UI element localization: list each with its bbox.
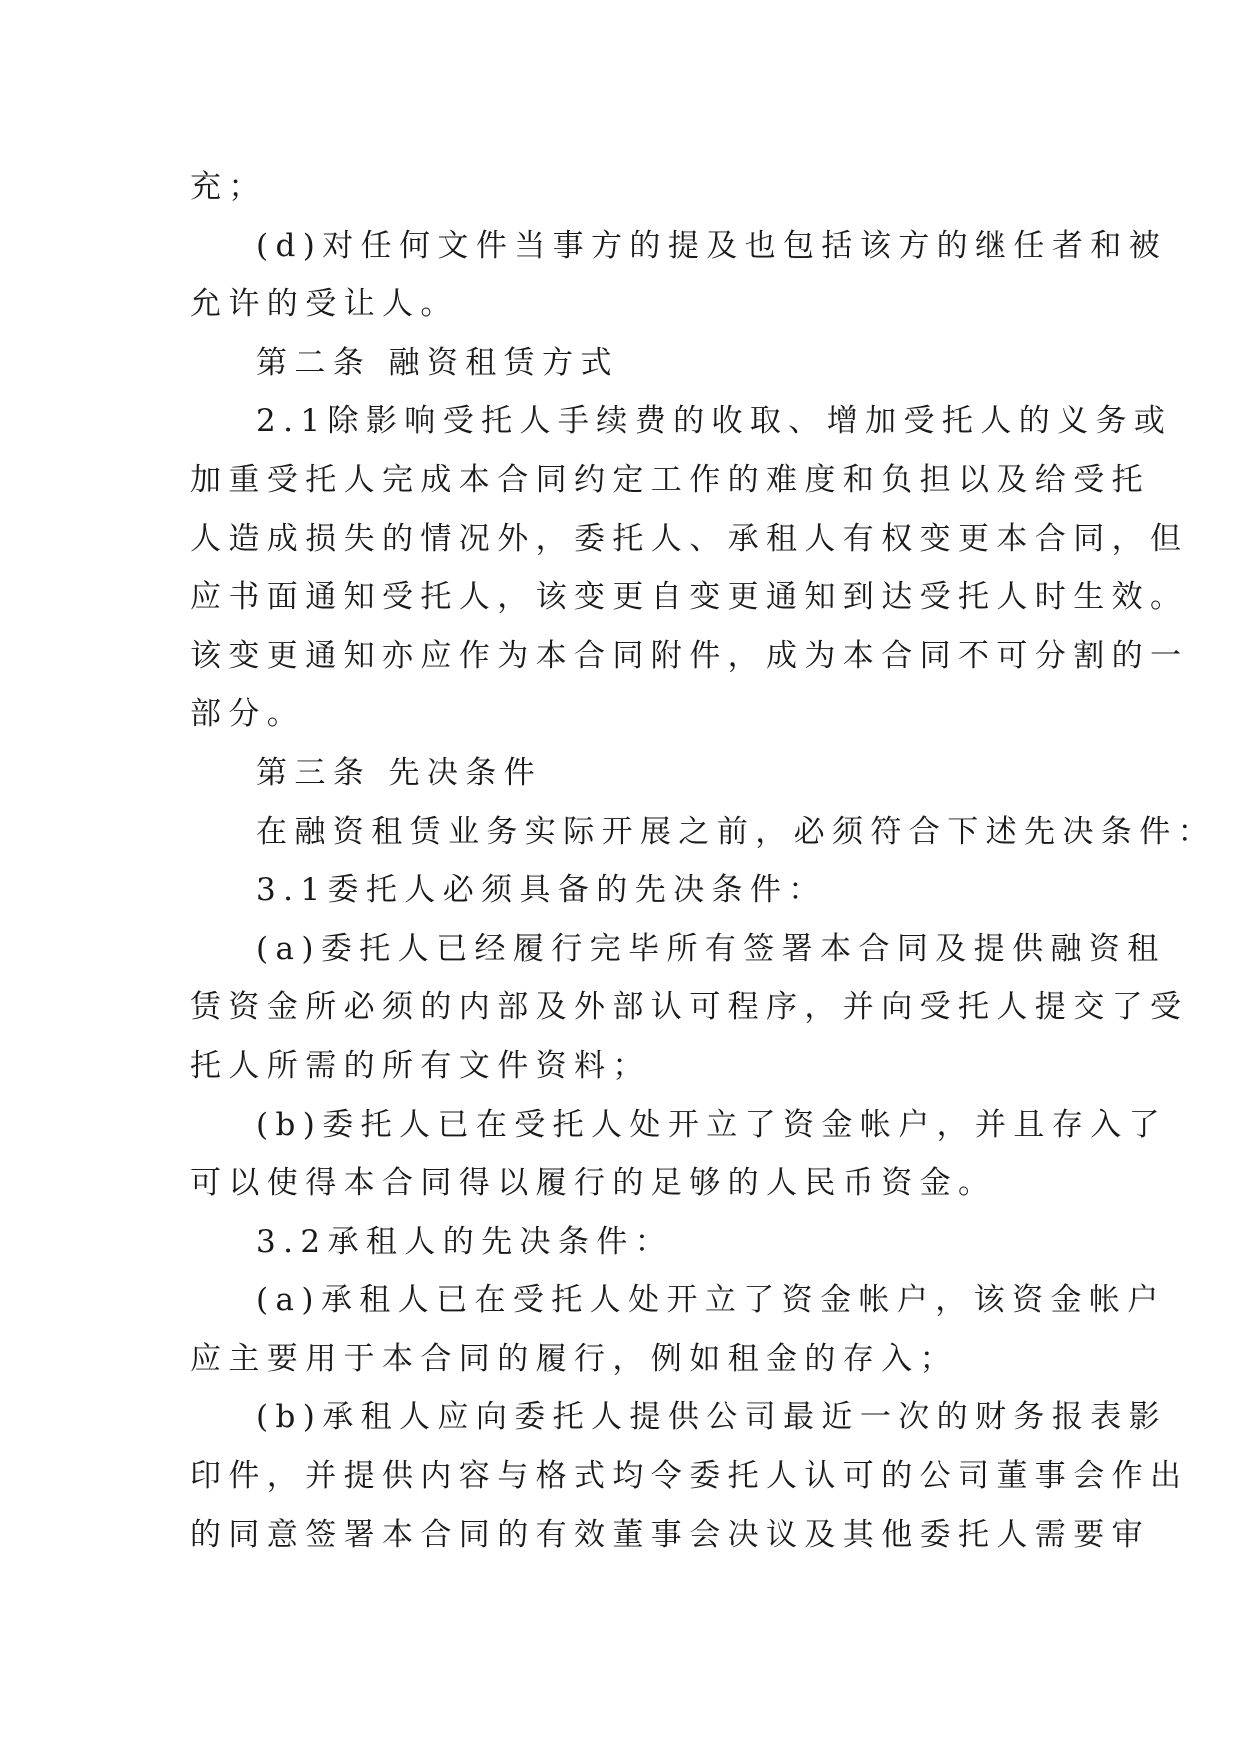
text-line: 托人所需的所有文件资料； [190,1047,651,1084]
text-line: 应书面通知受托人，该变更自变更通知到达受托人时生效。 [190,579,1189,616]
section-heading: 第三条 先决条件 [256,754,543,791]
text-line: (d)对任何文件当事方的提及也包括该方的继任者和被 [256,227,1168,264]
text-line: (a)委托人已经履行完毕所有签署本合同及提供融资租 [256,930,1166,967]
text-line: 2.1除影响受托人手续费的收取、增加受托人的义务或 [256,403,1173,440]
text-line: 印件，并提供内容与格式均令委托人认可的公司董事会作出 [190,1458,1189,1495]
text-line: 的同意签署本合同的有效董事会决议及其他委托人需要审 [190,1516,1150,1553]
text-line: 加重受托人完成本合同约定工作的难度和负担以及给受托 [190,461,1150,498]
text-line: 充； [190,169,267,205]
document-page [190,158,1216,1564]
section-heading: 第二条 融资租赁方式 [256,344,619,381]
text-line: (a)承租人已在受托人处开立了资金帐户，该资金帐户 [256,1282,1166,1319]
text-line: 该变更通知亦应作为本合同附件，成为本合同不可分割的一 [190,637,1189,674]
text-line: (b)承租人应向委托人提供公司最近一次的财务报表影 [256,1399,1168,1436]
text-line: 部分。 [190,696,306,733]
text-line: 可以使得本合同得以履行的足够的人民币资金。 [190,1165,997,1202]
text-line: 人造成损失的情况外，委托人、承租人有权变更本合同，但 [190,520,1189,557]
text-line: (b)委托人已在受托人处开立了资金帐户，并且存入了 [256,1106,1168,1143]
text-line: 赁资金所必须的内部及外部认可程序，并向受托人提交了受 [190,989,1189,1026]
text-line: 应主要用于本合同的履行，例如租金的存入； [190,1340,958,1377]
text-line: 3.2承租人的先决条件： [256,1223,674,1260]
text-line: 允许的受让人。 [190,286,459,323]
text-line: 3.1委托人必须具备的先决条件： [256,872,827,909]
text-line: 在融资租赁业务实际开展之前，必须符合下述先决条件： [256,813,1216,850]
